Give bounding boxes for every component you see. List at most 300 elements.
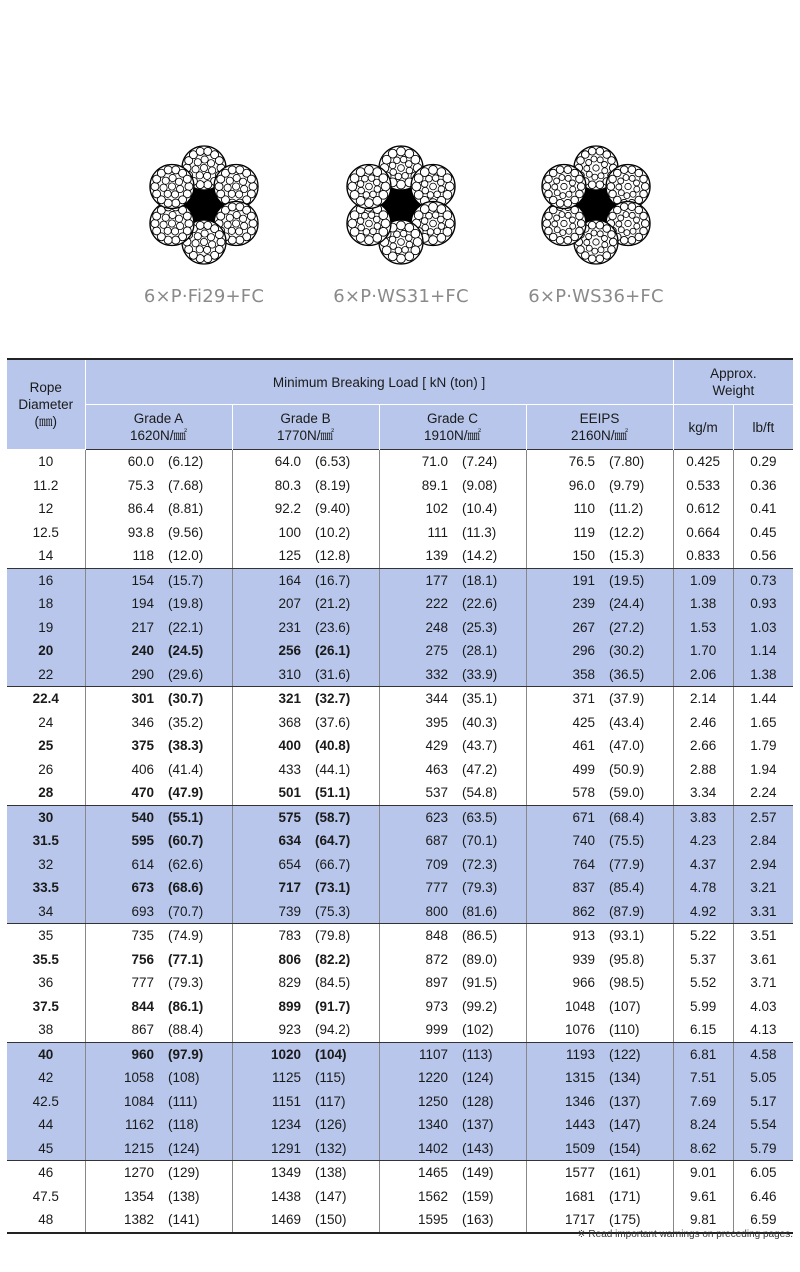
cell-lbft: 0.93 (733, 592, 793, 616)
cell-grade-a-kn: 154 (85, 568, 160, 592)
cell-grade-a-kn: 346 (131, 714, 154, 730)
cell-grade-c-kn: 973 (425, 998, 448, 1014)
cell-grade-b-kn: 368 (278, 714, 301, 730)
cell-eeips-kn: 913 (572, 928, 595, 943)
table-row (7, 639, 793, 663)
cell-eeips-kn: 371 (572, 691, 595, 706)
cell-kgm: 1.09 (673, 568, 733, 592)
cell-grade-b-kn: 92.2 (274, 501, 301, 516)
cell-grade-c-ton: (149) (454, 1161, 526, 1185)
cell-grade-b-kn: 125 (232, 544, 307, 568)
cell-lbft: 1.44 (750, 691, 777, 706)
cell-grade-c-ton: (18.1) (454, 568, 526, 592)
cell-grade-a-ton: (47.9) (160, 781, 232, 805)
cell-grade-a-ton: (29.6) (160, 663, 232, 687)
cell-grade-a-kn: 118 (85, 544, 160, 568)
cell-grade-c-ton: (28.1) (454, 639, 526, 663)
cell-eeips-ton: (161) (601, 1161, 673, 1185)
cell-kgm: 0.533 (673, 474, 733, 498)
rope-label-ws36: 6×P·WS36+FC (528, 286, 664, 307)
table-row (7, 829, 793, 853)
cell-grade-b-kn: 829 (278, 975, 301, 990)
rope-ws31-diagram (336, 140, 466, 270)
cell-eeips-kn: 837 (526, 876, 601, 900)
cell-grade-b-kn: 207 (232, 592, 307, 616)
cell-kgm: 1.70 (673, 639, 733, 663)
cell-eeips-ton: (36.5) (601, 663, 673, 687)
cell-lbft: 4.58 (733, 1042, 793, 1066)
cell-eeips-ton: (137) (601, 1090, 673, 1114)
cell-diameter: 36 (7, 971, 85, 995)
table-row (7, 971, 793, 995)
rope-section-fi29 (104, 140, 304, 307)
cell-grade-c-ton: (124) (454, 1066, 526, 1090)
cell-grade-a-kn: 844 (131, 998, 154, 1014)
cell-eeips-ton: (68.4) (601, 805, 673, 829)
cell-grade-a-ton: (9.56) (160, 521, 232, 545)
cell-diameter: 37.5 (7, 995, 85, 1019)
cell-eeips-kn: 966 (572, 975, 595, 990)
cell-eeips-kn: 764 (526, 853, 601, 877)
rope-section-ws31 (301, 140, 501, 307)
cell-grade-a-kn: 301 (131, 691, 154, 706)
cell-grade-c-kn: 777 (379, 876, 454, 900)
eeips-strength: 2160N/㎟ (571, 428, 629, 443)
cell-grade-b-ton: (138) (307, 1161, 379, 1185)
cell-grade-c-ton: (137) (454, 1113, 526, 1137)
cell-grade-c-ton: (25.3) (454, 616, 526, 640)
cell-grade-a-ton: (19.8) (160, 592, 232, 616)
eeips-name: EEIPS (579, 411, 620, 426)
cell-grade-a-ton: (79.3) (160, 971, 232, 995)
cell-grade-c-kn: 463 (425, 761, 448, 777)
cell-grade-b-ton: (75.3) (307, 900, 379, 924)
cell-grade-c-ton: (10.4) (454, 497, 526, 521)
cell-eeips-kn: 499 (572, 761, 595, 777)
cell-grade-b-ton: (64.7) (307, 829, 379, 853)
cell-diameter: 25 (7, 734, 85, 758)
cell-grade-c-ton: (54.8) (454, 781, 526, 805)
cell-lbft: 1.38 (733, 663, 793, 687)
cell-grade-b-kn: 1125 (232, 1066, 307, 1090)
cell-eeips-ton: (175) (601, 1208, 673, 1233)
table-row (7, 1137, 793, 1161)
cell-eeips-kn: 191 (526, 568, 601, 592)
cell-eeips-kn: 150 (526, 544, 601, 568)
cell-grade-a-ton: (124) (160, 1137, 232, 1161)
cell-eeips-kn: 1076 (526, 1018, 601, 1042)
cell-grade-c-kn: 800 (379, 900, 454, 924)
cell-grade-c-kn: 332 (379, 663, 454, 687)
cell-eeips-ton: (19.5) (601, 568, 673, 592)
cell-diameter: 47.5 (7, 1185, 85, 1209)
cell-grade-c-ton: (7.24) (454, 450, 526, 474)
cell-eeips-kn: 461 (572, 738, 595, 753)
cell-grade-c-kn: 537 (379, 781, 454, 805)
cell-eeips-kn: 110 (573, 501, 595, 516)
cell-lbft: 0.73 (733, 568, 793, 592)
cell-diameter: 30 (7, 805, 85, 829)
cell-grade-b-kn: 321 (278, 691, 301, 706)
cell-grade-b-kn: 256 (232, 639, 307, 663)
cell-lbft: 5.54 (733, 1113, 793, 1137)
cell-lbft: 3.31 (733, 900, 793, 924)
cell-grade-c-kn: 111 (427, 524, 448, 540)
cell-eeips-ton: (30.2) (601, 639, 673, 663)
rope-cross-sections (0, 140, 800, 330)
cell-eeips-ton: (98.5) (601, 971, 673, 995)
cell-grade-b-kn: 1291 (232, 1137, 307, 1161)
cell-grade-c-kn: 429 (425, 738, 448, 753)
cell-grade-a-kn: 673 (85, 876, 160, 900)
breaking-load-table (7, 358, 793, 1234)
cell-kgm: 7.51 (673, 1066, 733, 1090)
cell-grade-a-kn: 75.3 (127, 477, 154, 493)
cell-diameter: 46 (7, 1161, 85, 1185)
cell-kgm: 9.01 (673, 1161, 733, 1185)
cell-grade-b-kn: 1020 (232, 1042, 307, 1066)
cell-grade-c-ton: (143) (454, 1137, 526, 1161)
cell-lbft: 4.03 (750, 998, 777, 1014)
table-row (7, 450, 793, 474)
cell-grade-c-kn: 71.0 (421, 454, 448, 469)
cell-grade-b-ton: (37.6) (307, 711, 379, 735)
cell-grade-c-ton: (99.2) (454, 995, 526, 1019)
cell-grade-b-ton: (31.6) (307, 663, 379, 687)
cell-grade-b-ton: (94.2) (307, 1018, 379, 1042)
cell-grade-b-ton: (82.2) (307, 948, 379, 972)
cell-grade-b-kn: 64.0 (274, 454, 301, 469)
cell-eeips-ton: (110) (601, 1018, 673, 1042)
cell-eeips-kn: 1681 (564, 1188, 595, 1204)
cell-kgm: 2.06 (673, 663, 733, 687)
cell-grade-c-ton: (79.3) (454, 876, 526, 900)
cell-lbft: 3.71 (750, 975, 777, 990)
table-row (7, 781, 793, 805)
table-row (7, 995, 793, 1019)
cell-grade-c-ton: (22.6) (454, 592, 526, 616)
cell-grade-a-kn: 867 (85, 1018, 160, 1042)
rope-ws36-diagram (531, 140, 661, 270)
cell-grade-c-kn: 395 (425, 714, 448, 730)
cell-grade-b-kn: 1469 (270, 1212, 301, 1227)
cell-grade-a-ton: (12.0) (160, 544, 232, 568)
cell-grade-a-kn: 614 (85, 853, 160, 877)
cell-grade-b-kn: 100 (278, 524, 301, 540)
cell-grade-c-ton: (72.3) (454, 853, 526, 877)
cell-lbft: 2.24 (733, 781, 793, 805)
cell-kgm: 5.22 (673, 924, 733, 948)
cell-eeips-ton: (7.80) (601, 450, 673, 474)
cell-eeips-ton: (122) (601, 1042, 673, 1066)
cell-diameter: 35 (7, 924, 85, 948)
cell-diameter: 38 (7, 1018, 85, 1042)
cell-grade-a-kn: 595 (85, 829, 160, 853)
cell-grade-c-kn: 1220 (379, 1066, 454, 1090)
cell-grade-c-ton: (70.1) (454, 829, 526, 853)
header-min-breaking-load: Minimum Breaking Load [ kN (ton) ] (85, 359, 673, 405)
cell-kgm: 3.83 (673, 805, 733, 829)
cell-eeips-ton: (171) (601, 1185, 673, 1209)
table-row (7, 734, 793, 758)
cell-grade-c-kn: 687 (379, 829, 454, 853)
cell-diameter: 24 (7, 711, 85, 735)
table-body (7, 450, 793, 1233)
cell-kgm: 5.37 (673, 948, 733, 972)
cell-eeips-kn: 1193 (526, 1042, 601, 1066)
rope-diameter-label: Rope Diameter (㎜) (18, 380, 74, 429)
cell-diameter: 33.5 (7, 876, 85, 900)
cell-grade-a-kn: 1058 (85, 1066, 160, 1090)
cell-kgm: 0.612 (673, 497, 733, 521)
cell-grade-a-ton: (62.6) (160, 853, 232, 877)
rope-strand (347, 165, 391, 209)
cell-eeips-ton: (24.4) (601, 592, 673, 616)
cell-grade-a-ton: (41.4) (160, 758, 232, 782)
cell-eeips-kn: 96.0 (568, 477, 595, 493)
cell-grade-c-kn: 999 (379, 1018, 454, 1042)
cell-lbft: 6.05 (750, 1165, 777, 1180)
cell-grade-a-kn: 1382 (123, 1212, 154, 1227)
cell-eeips-kn: 1577 (564, 1165, 595, 1180)
cell-lbft: 6.46 (750, 1188, 777, 1204)
cell-diameter: 28 (7, 781, 85, 805)
cell-kgm: 6.81 (673, 1042, 733, 1066)
cell-grade-a-ton: (15.7) (160, 568, 232, 592)
grade-c-name: Grade C (426, 411, 479, 426)
cell-lbft: 5.17 (733, 1090, 793, 1114)
cell-eeips-kn: 740 (526, 829, 601, 853)
table-row (7, 474, 793, 498)
cell-lbft: 2.94 (733, 853, 793, 877)
cell-kgm: 0.425 (673, 450, 733, 474)
cell-eeips-kn: 1048 (564, 998, 595, 1014)
cell-grade-c-kn: 1250 (379, 1090, 454, 1114)
cell-eeips-kn: 1315 (526, 1066, 601, 1090)
cell-grade-b-ton: (51.1) (307, 781, 379, 805)
cell-kgm: 4.37 (673, 853, 733, 877)
cell-kgm: 4.78 (673, 876, 733, 900)
cell-eeips-ton: (154) (601, 1137, 673, 1161)
cell-grade-a-kn: 960 (85, 1042, 160, 1066)
cell-eeips-kn: 76.5 (568, 454, 595, 469)
cell-diameter: 12 (7, 497, 85, 521)
table-row (7, 1042, 793, 1066)
cell-grade-c-kn: 139 (379, 544, 454, 568)
cell-grade-a-ton: (35.2) (160, 711, 232, 735)
cell-eeips-ton: (12.2) (601, 521, 673, 545)
cell-diameter: 22 (7, 663, 85, 687)
cell-grade-a-ton: (138) (160, 1185, 232, 1209)
cell-eeips-ton: (77.9) (601, 853, 673, 877)
cell-lbft: 6.59 (750, 1212, 777, 1227)
cell-diameter: 44 (7, 1113, 85, 1137)
grade-a-strength: 1620N/㎟ (129, 428, 188, 443)
cell-grade-c-kn: 1465 (417, 1165, 448, 1180)
cell-grade-a-kn: 86.4 (127, 501, 154, 516)
cell-eeips-kn: 1443 (526, 1113, 601, 1137)
cell-lbft: 5.05 (733, 1066, 793, 1090)
cell-grade-a-kn: 693 (85, 900, 160, 924)
cell-eeips-ton: (15.3) (601, 544, 673, 568)
cell-grade-b-ton: (10.2) (307, 521, 379, 545)
table-row (7, 853, 793, 877)
cell-grade-b-ton: (150) (307, 1208, 379, 1233)
cell-grade-b-ton: (40.8) (307, 734, 379, 758)
cell-lbft: 1.79 (750, 738, 777, 753)
cell-grade-b-kn: 310 (232, 663, 307, 687)
cell-grade-c-ton: (47.2) (454, 758, 526, 782)
cell-grade-b-ton: (9.40) (307, 497, 379, 521)
cell-grade-b-ton: (66.7) (307, 853, 379, 877)
cell-grade-c-ton: (91.5) (454, 971, 526, 995)
cell-grade-a-ton: (97.9) (160, 1042, 232, 1066)
cell-kgm: 7.69 (673, 1090, 733, 1114)
cell-grade-c-kn: 1107 (379, 1042, 454, 1066)
cell-eeips-ton: (27.2) (601, 616, 673, 640)
cell-eeips-kn: 1346 (526, 1090, 601, 1114)
cell-grade-b-ton: (23.6) (307, 616, 379, 640)
cell-grade-a-kn: 217 (85, 616, 160, 640)
cell-eeips-ton: (95.8) (601, 948, 673, 972)
cell-eeips-kn: 239 (526, 592, 601, 616)
cell-grade-a-ton: (55.1) (160, 805, 232, 829)
cell-grade-b-ton: (132) (307, 1137, 379, 1161)
rope-fi29-diagram (139, 140, 269, 270)
header-grade-b (232, 405, 379, 450)
cell-grade-c-ton: (89.0) (454, 948, 526, 972)
cell-diameter: 48 (7, 1208, 85, 1233)
cell-diameter: 32 (7, 853, 85, 877)
cell-eeips-kn: 425 (572, 714, 595, 730)
table-row (7, 1090, 793, 1114)
cell-grade-a-kn: 1084 (85, 1090, 160, 1114)
cell-grade-b-kn: 739 (232, 900, 307, 924)
cell-lbft: 0.36 (750, 477, 777, 493)
cell-grade-c-ton: (102) (454, 1018, 526, 1042)
rope-label-fi29: 6×P·Fi29+FC (143, 286, 265, 307)
cell-diameter: 42.5 (7, 1090, 85, 1114)
cell-grade-c-kn: 248 (379, 616, 454, 640)
cell-grade-a-ton: (141) (160, 1208, 232, 1233)
table-row (7, 900, 793, 924)
table-row (7, 1018, 793, 1042)
cell-grade-c-kn: 623 (379, 805, 454, 829)
cell-diameter: 42 (7, 1066, 85, 1090)
cell-grade-b-ton: (73.1) (307, 876, 379, 900)
cell-grade-c-ton: (159) (454, 1185, 526, 1209)
cell-diameter: 20 (7, 639, 85, 663)
cell-grade-c-kn: 1402 (379, 1137, 454, 1161)
cell-lbft: 0.56 (733, 544, 793, 568)
table-row (7, 1113, 793, 1137)
cell-kgm: 4.23 (673, 829, 733, 853)
cell-diameter: 19 (7, 616, 85, 640)
footnote: ※ Read important warnings on preceding pages. (577, 1229, 793, 1240)
cell-lbft: 4.13 (733, 1018, 793, 1042)
cell-grade-c-kn: 1340 (379, 1113, 454, 1137)
cell-eeips-ton: (59.0) (601, 781, 673, 805)
cell-grade-b-kn: 231 (232, 616, 307, 640)
cell-grade-b-kn: 634 (232, 829, 307, 853)
cell-lbft: 1.65 (750, 714, 777, 730)
cell-grade-b-ton: (12.8) (307, 544, 379, 568)
header-lbft: lb/ft (733, 405, 793, 450)
cell-grade-a-kn: 290 (85, 663, 160, 687)
header-kgm: kg/m (673, 405, 733, 450)
cell-diameter: 18 (7, 592, 85, 616)
rope-section-ws36 (496, 140, 696, 307)
table-row (7, 497, 793, 521)
table-row (7, 1161, 793, 1185)
cell-grade-a-kn: 1162 (85, 1113, 160, 1137)
cell-diameter: 14 (7, 544, 85, 568)
cell-eeips-kn: 862 (526, 900, 601, 924)
cell-grade-c-kn: 177 (379, 568, 454, 592)
table-row (7, 568, 793, 592)
cell-kgm: 5.99 (673, 995, 733, 1019)
cell-lbft: 2.84 (733, 829, 793, 853)
table-row (7, 711, 793, 735)
cell-grade-a-ton: (24.5) (160, 639, 232, 663)
cell-eeips-kn: 296 (526, 639, 601, 663)
cell-eeips-ton: (87.9) (601, 900, 673, 924)
cell-kgm: 1.53 (673, 616, 733, 640)
cell-grade-c-ton: (40.3) (454, 711, 526, 735)
cell-grade-b-ton: (84.5) (307, 971, 379, 995)
cell-grade-c-ton: (86.5) (454, 924, 526, 948)
cell-diameter: 40 (7, 1042, 85, 1066)
cell-grade-b-ton: (117) (307, 1090, 379, 1114)
cell-grade-a-kn: 756 (131, 951, 154, 967)
cell-grade-a-ton: (111) (160, 1090, 232, 1114)
cell-kgm: 2.46 (673, 711, 733, 735)
cell-grade-b-ton: (91.7) (307, 995, 379, 1019)
cell-grade-b-ton: (21.2) (307, 592, 379, 616)
cell-diameter: 35.5 (7, 948, 85, 972)
cell-diameter: 22.4 (7, 687, 85, 711)
cell-eeips-ton: (93.1) (601, 924, 673, 948)
cell-eeips-ton: (43.4) (601, 711, 673, 735)
cell-kgm: 1.38 (673, 592, 733, 616)
cell-eeips-ton: (37.9) (601, 687, 673, 711)
cell-grade-b-kn: 433 (278, 761, 301, 777)
cell-eeips-kn: 939 (572, 951, 595, 967)
cell-grade-b-kn: 400 (278, 738, 301, 753)
cell-grade-b-kn: 501 (232, 781, 307, 805)
cell-grade-b-kn: 1151 (232, 1090, 307, 1114)
cell-grade-b-kn: 923 (232, 1018, 307, 1042)
cell-grade-a-ton: (70.7) (160, 900, 232, 924)
cell-grade-b-kn: 575 (232, 805, 307, 829)
cell-grade-a-ton: (38.3) (160, 734, 232, 758)
cell-grade-b-ton: (58.7) (307, 805, 379, 829)
cell-grade-a-ton: (74.9) (160, 924, 232, 948)
rope-strand (150, 165, 194, 209)
cell-grade-a-kn: 194 (85, 592, 160, 616)
rope-label-ws31: 6×P·WS31+FC (333, 286, 469, 307)
cell-eeips-ton: (85.4) (601, 876, 673, 900)
cell-diameter: 26 (7, 758, 85, 782)
cell-grade-b-ton: (44.1) (307, 758, 379, 782)
cell-grade-a-kn: 540 (85, 805, 160, 829)
table-row (7, 876, 793, 900)
cell-diameter: 12.5 (7, 521, 85, 545)
cell-grade-a-ton: (30.7) (160, 687, 232, 711)
table-row (7, 663, 793, 687)
cell-eeips-ton: (9.79) (601, 474, 673, 498)
table-row (7, 758, 793, 782)
